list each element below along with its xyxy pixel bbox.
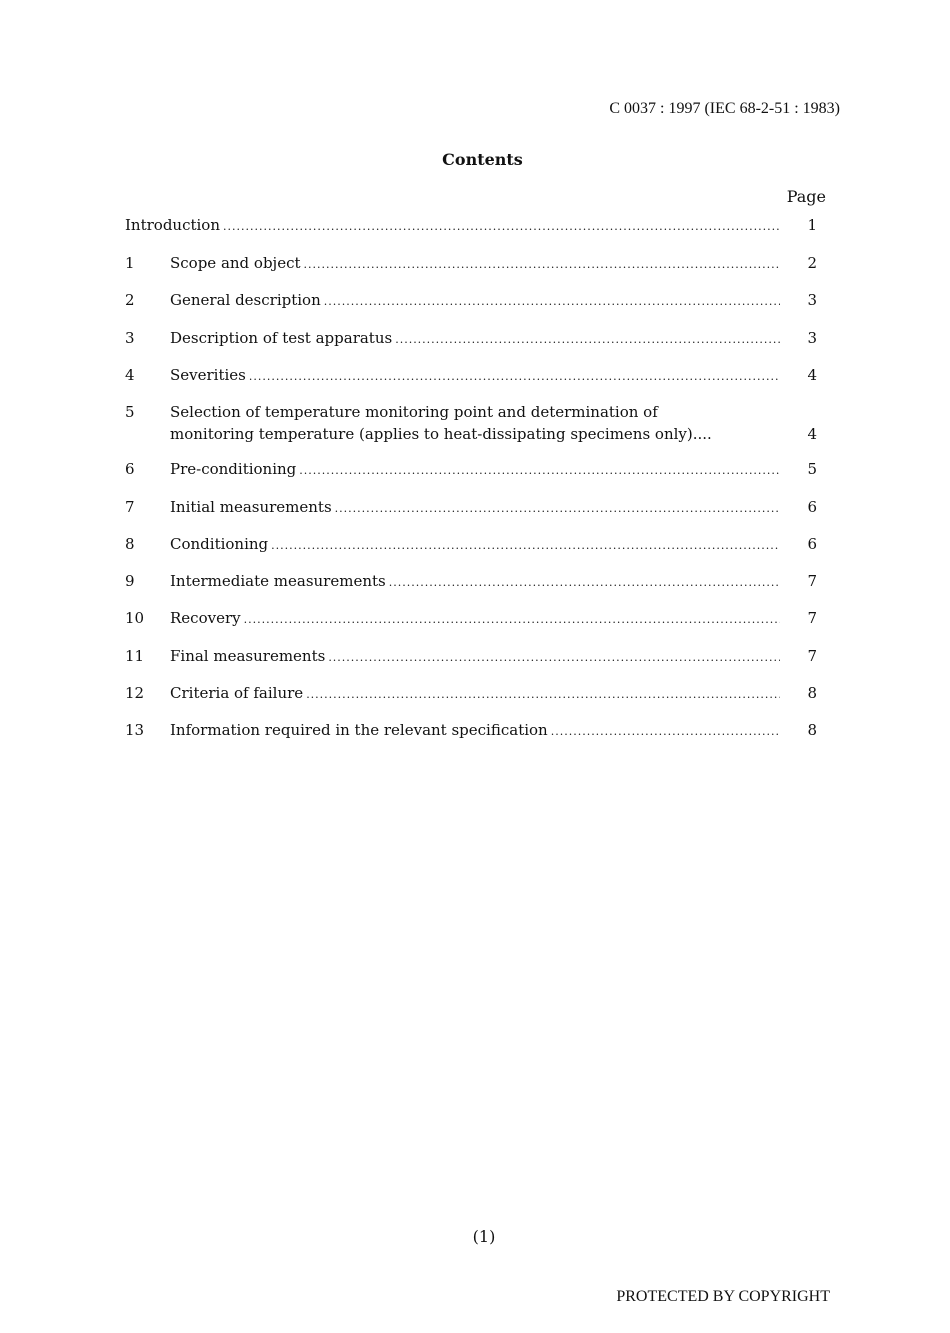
toc-entry-introduction[interactable]	[125, 214, 825, 236]
toc-entry[interactable]	[125, 496, 825, 518]
toc-entry-page: 7	[807, 609, 817, 627]
toc-entry-label-line1: Selection of temperature monitoring point and determination of	[170, 403, 658, 421]
toc-entry-label: Severities	[170, 366, 246, 384]
toc-entry[interactable]	[125, 719, 825, 741]
toc-entry-page: 1	[807, 216, 817, 234]
toc-entry-number: 8	[125, 535, 135, 553]
toc-entry-label: Intermediate measurements	[170, 572, 386, 590]
toc-entry-number: 9	[125, 572, 135, 590]
dot-leader	[223, 216, 780, 238]
toc-entry[interactable]	[125, 533, 825, 555]
toc-entry-page: 6	[807, 535, 817, 553]
toc-entry-label: Information required in the relevant specification	[170, 721, 548, 739]
toc-entry-number: 13	[125, 721, 145, 739]
toc-entry-label: Final measurements	[170, 647, 326, 665]
toc-entry-label: Description of test apparatus	[170, 329, 393, 347]
toc-entry[interactable]	[125, 607, 825, 629]
toc-entry[interactable]	[125, 458, 825, 480]
toc-entry-page: 4	[807, 366, 817, 384]
page-column-header: Page	[786, 187, 826, 206]
toc-entry[interactable]	[125, 645, 825, 667]
dot-leader	[304, 254, 780, 276]
toc-entry-page: 6	[807, 498, 817, 516]
toc-entry-number: 1	[125, 254, 135, 272]
dot-leader	[249, 366, 780, 388]
toc-entry-number: 11	[125, 647, 145, 665]
toc-entry-page: 7	[807, 572, 817, 590]
toc-entry-number: 5	[125, 403, 135, 421]
toc-entry-number: 7	[125, 498, 135, 516]
dot-leader	[395, 329, 780, 351]
toc-entry[interactable]	[125, 289, 825, 311]
toc-entry-page: 8	[807, 684, 817, 702]
toc-entry-page: 2	[807, 254, 817, 272]
toc-entry-page: 5	[807, 460, 817, 478]
copyright-notice: PROTECTED BY COPYRIGHT	[616, 1288, 830, 1305]
dot-leader	[244, 609, 780, 631]
toc-entry-number: 10	[125, 609, 145, 627]
toc-entry-label: Criteria of failure	[170, 684, 304, 702]
dot-leader	[299, 460, 780, 482]
dot-leader	[389, 572, 780, 594]
toc-entry-number: 2	[125, 291, 135, 309]
toc-entry-page: 4	[807, 425, 817, 443]
toc-entry-label: Recovery	[170, 609, 241, 627]
toc-entry-label: General description	[170, 291, 321, 309]
toc-entry[interactable]	[125, 401, 825, 445]
toc-entry[interactable]	[125, 252, 825, 274]
toc-entry-label: Pre-conditioning	[170, 460, 297, 478]
toc-entry-number: 6	[125, 460, 135, 478]
toc-entry-page: 3	[807, 329, 817, 347]
toc-entry-label: Introduction	[125, 216, 220, 234]
toc-entry[interactable]	[125, 570, 825, 592]
toc-entry-label-line2: monitoring temperature (applies to heat-dissipating specimens only)....	[170, 425, 712, 443]
toc-entry[interactable]	[125, 327, 825, 349]
toc-entry-number: 12	[125, 684, 145, 702]
toc-entry-page: 3	[807, 291, 817, 309]
toc-entry-page: 8	[807, 721, 817, 739]
dot-leader	[551, 721, 780, 743]
toc-entry[interactable]	[125, 682, 825, 704]
dot-leader	[328, 647, 780, 669]
toc-entry[interactable]	[125, 364, 825, 386]
document-id: C 0037 : 1997 (IEC 68-2-51 : 1983)	[609, 100, 840, 117]
dot-leader	[306, 684, 780, 706]
contents-title: Contents	[442, 150, 523, 169]
toc-entry-number: 3	[125, 329, 135, 347]
toc-entry-label: Scope and object	[170, 254, 301, 272]
toc-entry-page: 7	[807, 647, 817, 665]
dot-leader	[324, 291, 780, 313]
dot-leader	[271, 535, 780, 557]
page-number: (1)	[472, 1227, 496, 1246]
toc-entry-label: Initial measurements	[170, 498, 332, 516]
toc-entry-number: 4	[125, 366, 135, 384]
dot-leader	[335, 498, 780, 520]
toc-entry-label: Conditioning	[170, 535, 269, 553]
